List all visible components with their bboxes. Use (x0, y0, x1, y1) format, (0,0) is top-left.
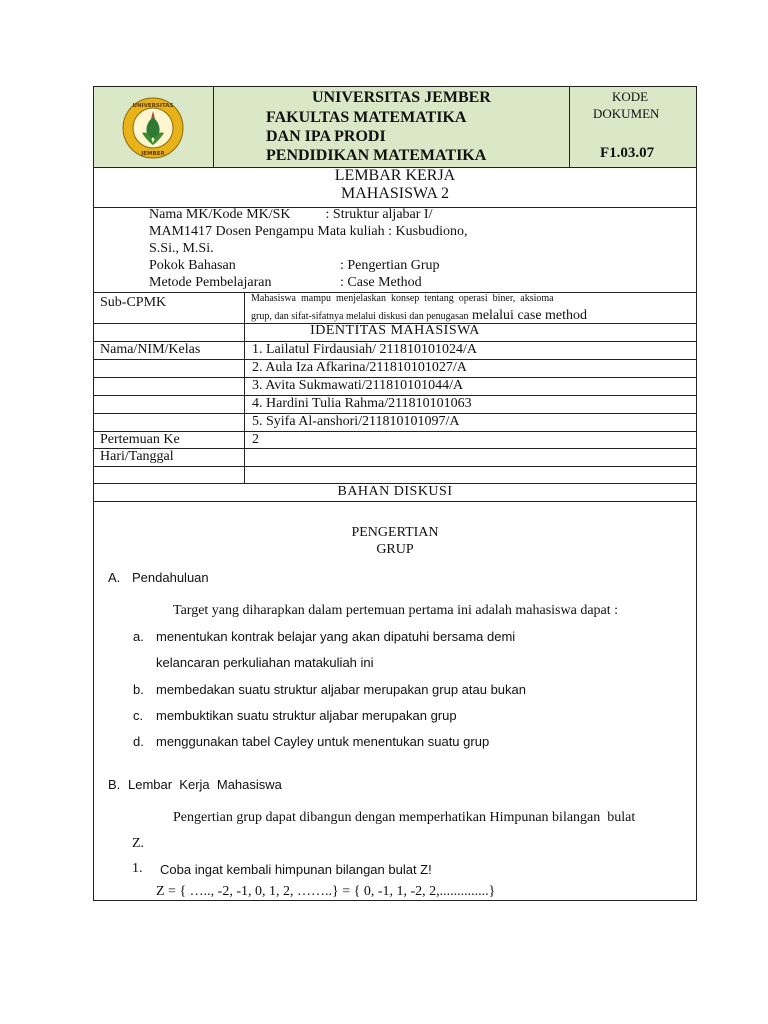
member-1: 1. Lailatul Firdausiah/ 211810101024/A (252, 342, 478, 357)
worksheet-page (93, 86, 697, 901)
item-d-marker: d. (133, 734, 144, 749)
identitas-heading: IDENTITAS MAHASISWA (310, 323, 480, 338)
nama-label: Nama/NIM/Kelas (100, 342, 201, 357)
pengertian-line-1: Pengertian grup dapat dibangun dengan memperhatikan Himpunan bilangan bulat (173, 810, 636, 825)
bahan-heading: BAHAN DISKUSI (337, 484, 453, 499)
university-line-3: DAN IPA PRODI (266, 128, 386, 145)
pertemuan-value: 2 (252, 432, 259, 447)
item-b-marker: b. (133, 682, 144, 697)
kode-value: F1.03.07 (600, 145, 655, 161)
pokok-value: : Pengertian Grup (340, 258, 440, 273)
hari-label: Hari/Tanggal (100, 449, 174, 464)
member-3: 3. Avita Sukmawati/211810101044/A (252, 378, 464, 393)
item-c-line-1: membuktikan suatu struktur aljabar merupakan grup (156, 708, 457, 723)
logo-text-bottom: JEMBER (141, 151, 165, 157)
step-1-text: Coba ingat kembali himpunan bilangan bulat Z! (160, 862, 432, 877)
subcpmk-text-2b: melalui case method (468, 308, 588, 323)
section-a-letter: A. (108, 570, 121, 585)
pengertian-line-2: Z. (132, 836, 145, 851)
item-a-line-1: menentukan kontrak belajar yang akan dipatuhi bersama demi (156, 629, 516, 644)
pokok-label: Pokok Bahasan (149, 258, 236, 273)
item-a-line-2: kelancaran perkuliahan matakuliah ini (156, 655, 374, 670)
university-line-4: PENDIDIKAN MATEMATIKA (266, 147, 487, 164)
metode-label: Metode Pembelajaran (149, 275, 272, 290)
item-c-marker: c. (133, 708, 144, 723)
member-5: 5. Syifa Al-anshori/211810101097/A (252, 414, 460, 429)
pertemuan-label: Pertemuan Ke (100, 432, 180, 447)
member-2: 2. Aula Iza Afkarina/211810101027/A (252, 360, 467, 375)
title-line-1: LEMBAR KERJA (334, 167, 456, 184)
info-line-3: S.Si., M.Si. (149, 241, 214, 256)
item-b-line-1: membedakan suatu struktur aljabar merupakan grup atau bukan (156, 682, 526, 697)
title-line-2: MAHASISWA 2 (340, 185, 449, 202)
target-text: Target yang diharapkan dalam pertemuan pertama ini adalah mahasiswa dapat : (173, 603, 619, 618)
step-1-marker: 1. (132, 861, 143, 876)
section-b-title: Lembar Kerja Mahasiswa (128, 777, 282, 792)
logo-text-top: UNIVERSITAS (132, 103, 174, 109)
kode-label-2: DOKUMEN (593, 106, 660, 121)
item-a-marker: a. (133, 629, 144, 644)
subcpmk-label: Sub-CPMK (100, 295, 167, 310)
section-b-letter: B. (108, 777, 121, 792)
topic-line-2: GRUP (376, 542, 414, 557)
university-line-2: FAKULTAS MATEMATIKA (266, 109, 467, 126)
subcpmk-text-2 (251, 306, 587, 324)
university-logo-icon (122, 97, 184, 159)
university-line-1: UNIVERSITAS JEMBER (312, 89, 491, 106)
item-d-line-1: menggunakan tabel Cayley untuk menentukan suatu grup (156, 734, 490, 749)
topic-line-1: PENGERTIAN (351, 525, 439, 540)
kode-label-1: KODE (612, 89, 649, 104)
member-4: 4. Hardini Tulia Rahma/211810101063 (252, 396, 472, 411)
info-line-1: Nama MK/Kode MK/SK : Struktur aljabar I/ (149, 207, 433, 222)
subcpmk-text-1: Mahasiswa mampu menjelaskan konsep tentang operasi biner, aksioma (251, 293, 554, 304)
metode-value: : Case Method (340, 275, 422, 290)
section-a-title: Pendahuluan (132, 570, 209, 585)
z-set: Z = { ….., -2, -1, 0, 1, 2, ……..} = { 0, -1, 1, -2, 2,..............} (156, 884, 496, 899)
info-line-2: MAM1417 Dosen Pengampu Mata kuliah : Kusbudiono, (149, 224, 468, 239)
subcpmk-text-2a: grup, dan sifat-sifatnya melalui diskusi dan penugasan (251, 311, 469, 322)
